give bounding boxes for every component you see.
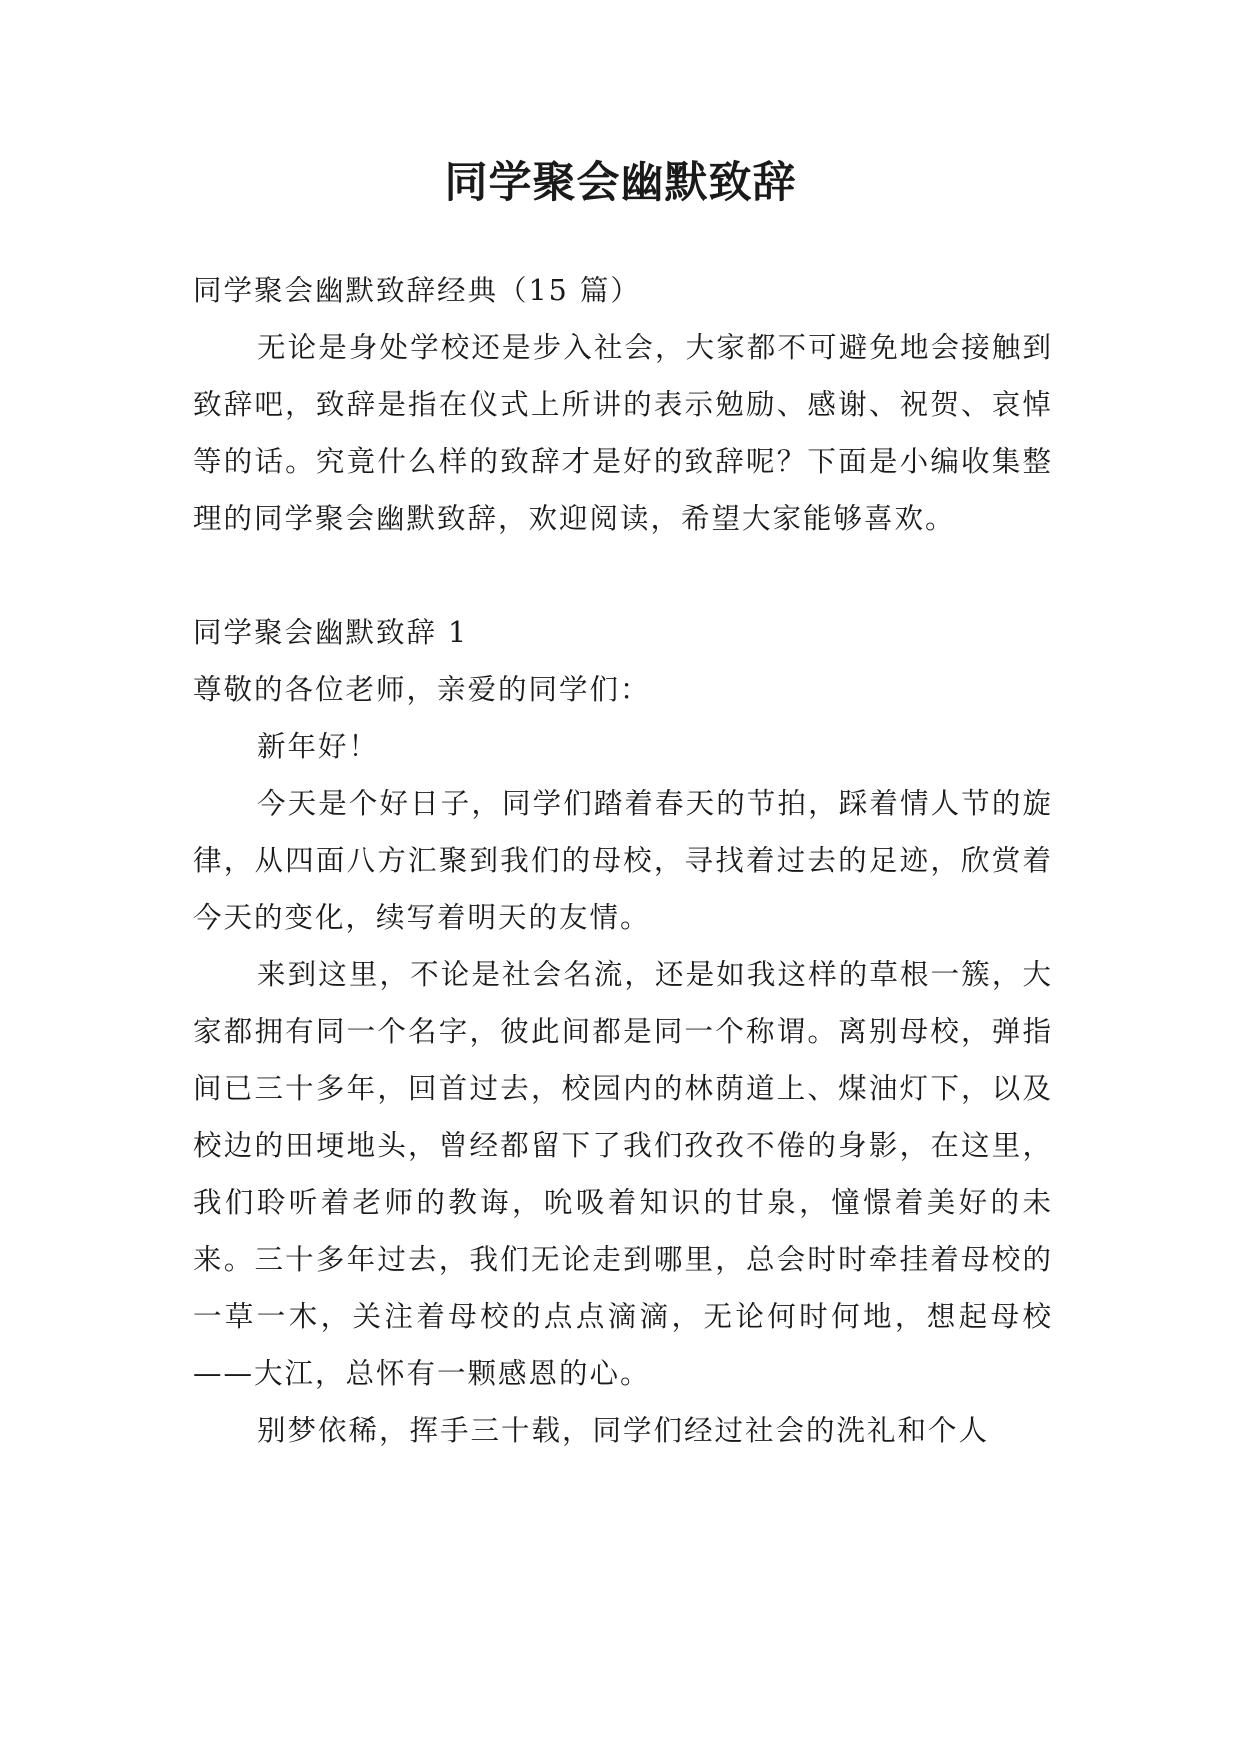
section-heading: 同学聚会幽默致辞 1 (193, 616, 469, 649)
greeting: 新年好！ (257, 730, 380, 763)
document-body (193, 262, 1053, 1459)
salutation: 尊敬的各位老师，亲爱的同学们： (193, 673, 651, 706)
body-paragraph: 别梦依稀，挥手三十载，同学们经过社会的洗礼和个人 (257, 1414, 990, 1447)
document-title: 同学聚会幽默致辞 (444, 158, 797, 208)
body-paragraph: 来到这里，不论是社会名流，还是如我这样的草根一簇，大家都拥有同一个名字，彼此间都是同一个称谓。离别母校，弹指间已三十多年，回首过去，校园内的林荫道上、煤油灯下，以及校边的田埂地头，曾经都留下了我们孜孜不倦的身影，在这里，我们聆听着老师的教诲，吮吸着知识的甘泉，憧憬着美好的未来。三十多年过去，我们无论走到哪里，总会时时牵挂着母校的一草一木，关注着母校的点点滴滴，无论何时何地，想起母校——大江，总怀有一颗感恩的心。 (193, 958, 1053, 1390)
section-spacer (193, 547, 1053, 604)
body-paragraph: 今天是个好日子，同学们踏着春天的节拍，踩着情人节的旋律，从四面八方汇聚到我们的母校，寻找着过去的足迹，欣赏着今天的变化，续写着明天的友情。 (193, 787, 1053, 934)
intro-heading: 同学聚会幽默致辞经典（15 篇） (193, 274, 641, 307)
intro-paragraph: 无论是身处学校还是步入社会，大家都不可避免地会接触到致辞吧，致辞是指在仪式上所讲的表示勉励、感谢、祝贺、哀悼等的话。究竟什么样的致辞才是好的致辞呢？下面是小编收集整理的同学聚会幽默致辞，欢迎阅读，希望大家能够喜欢。 (193, 331, 1053, 535)
